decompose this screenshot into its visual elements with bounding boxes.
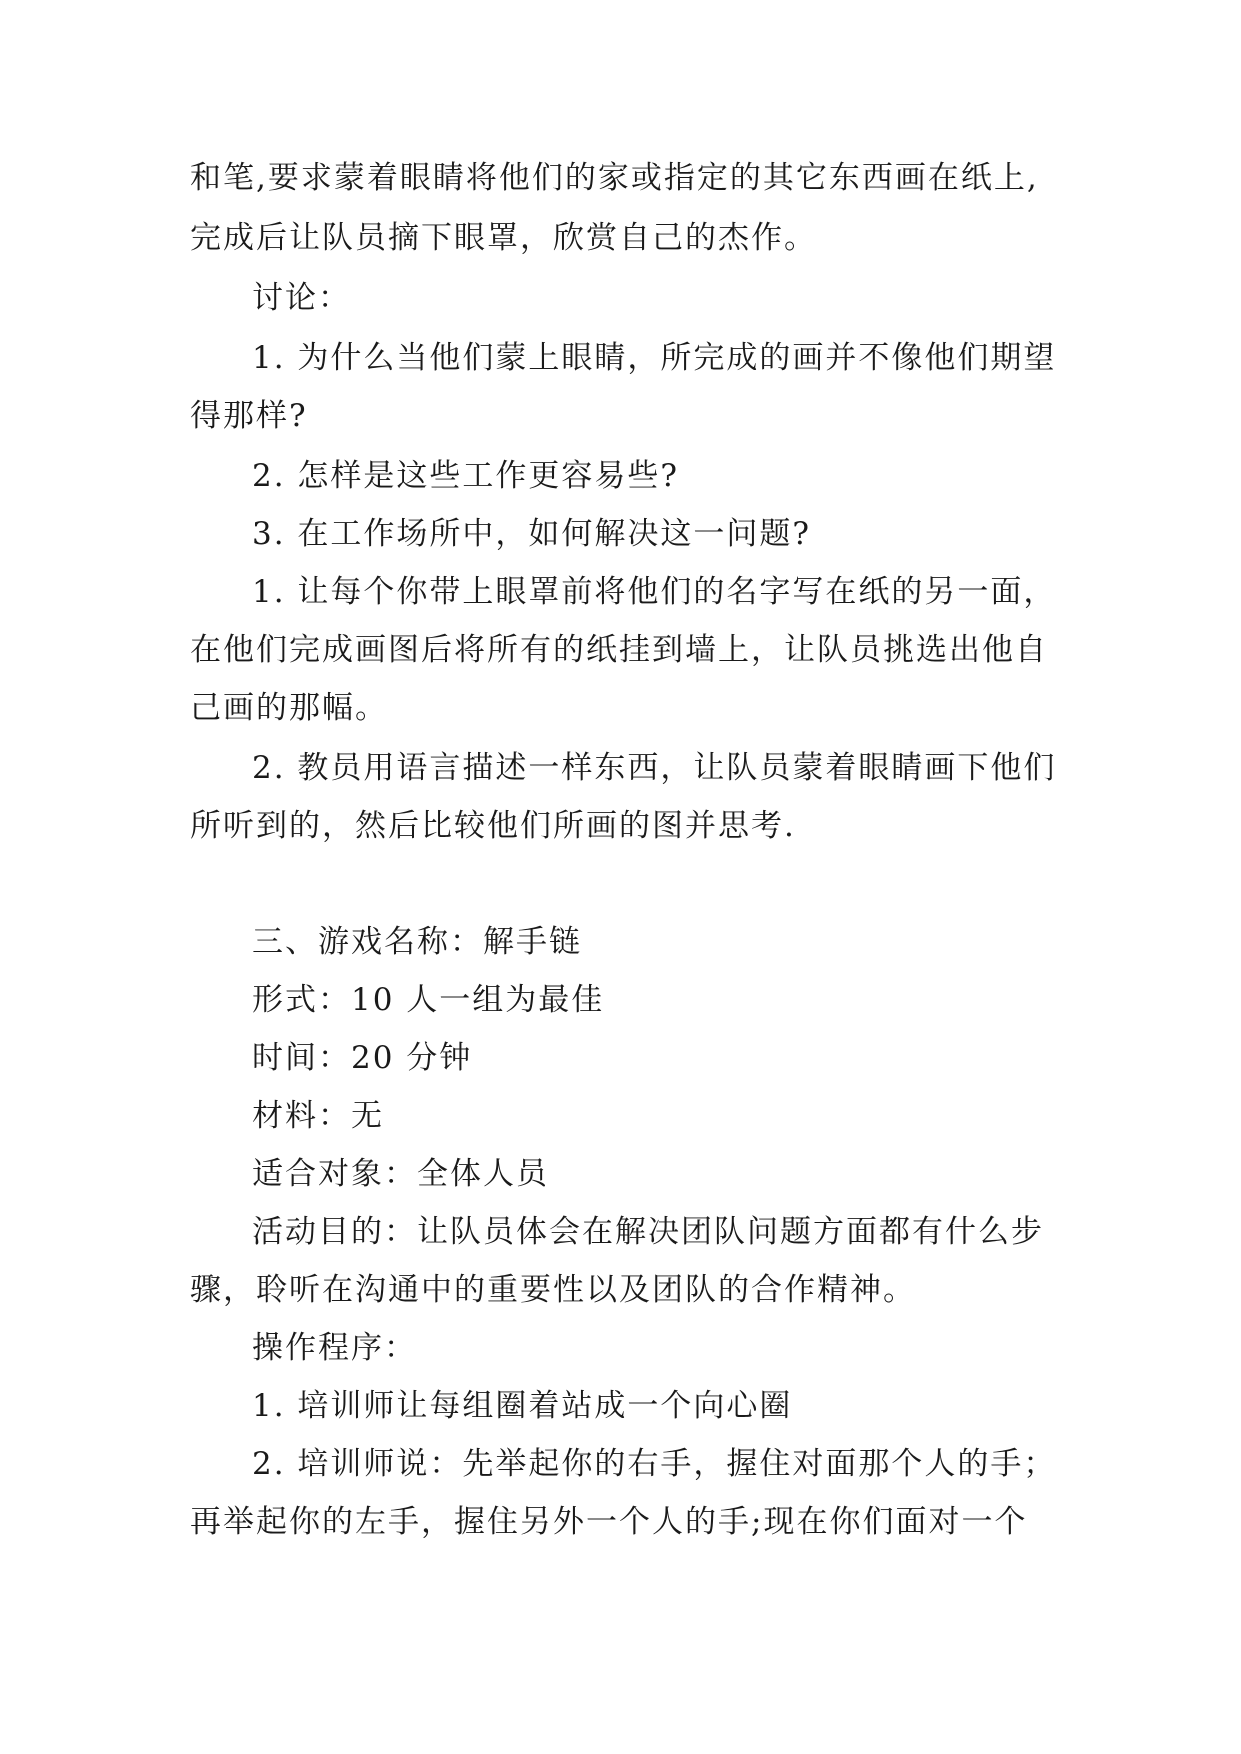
- text-line: 2. 怎样是这些工作更容易些?: [252, 458, 680, 494]
- text-line: 3. 在工作场所中，如何解决这一问题?: [252, 516, 812, 552]
- text-line: 2. 培训师说：先举起你的右手，握住对面那个人的手；: [252, 1446, 1057, 1482]
- text-line: 活动目的：让队员体会在解决团队问题方面都有什么步: [252, 1214, 1044, 1250]
- text-line: 完成后让队员摘下眼罩，欣赏自己的杰作。: [190, 220, 817, 256]
- text-line: 己画的那幅。: [190, 690, 388, 726]
- text-line: 讨论：: [252, 280, 351, 316]
- text-line: 适合对象：全体人员: [252, 1156, 549, 1192]
- text-line: 操作程序：: [252, 1330, 417, 1366]
- text-line: 骤，聆听在沟通中的重要性以及团队的合作精神。: [190, 1272, 916, 1308]
- text-line: 再举起你的左手，握住另外一个人的手;现在你们面对一个: [190, 1504, 1028, 1540]
- text-line: 1. 培训师让每组圈着站成一个向心圈: [252, 1388, 793, 1424]
- text-line: 材料：无: [252, 1098, 384, 1134]
- text-line: 在他们完成画图后将所有的纸挂到墙上，让队员挑选出他自: [190, 632, 1048, 668]
- text-line: 形式：10 人一组为最佳: [252, 982, 605, 1018]
- text-line: 和笔,要求蒙着眼睛将他们的家或指定的其它东西画在纸上,: [190, 160, 1039, 196]
- text-line: 2. 教员用语言描述一样东西，让队员蒙着眼睛画下他们: [252, 750, 1057, 786]
- text-line: 所听到的，然后比较他们所画的图并思考.: [190, 808, 796, 844]
- text-line: 得那样?: [190, 398, 308, 434]
- text-line: 时间：20 分钟: [252, 1040, 473, 1076]
- text-line: 1. 为什么当他们蒙上眼睛，所完成的画并不像他们期望: [252, 340, 1057, 376]
- section-heading: 三、游戏名称：解手链: [252, 924, 582, 960]
- text-line: 1. 让每个你带上眼罩前将他们的名字写在纸的另一面，: [252, 574, 1057, 610]
